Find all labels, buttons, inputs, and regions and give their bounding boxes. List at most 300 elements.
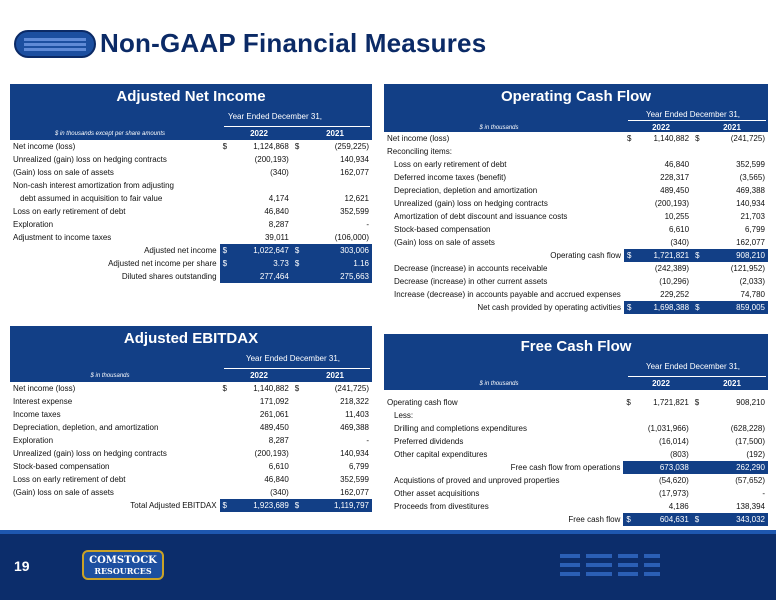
- table-row: [384, 145, 768, 158]
- value-2022: 8,287: [268, 436, 289, 445]
- row-label: Unrealized (gain) loss on hedging contracts: [13, 155, 167, 164]
- table-row: [10, 153, 372, 166]
- row-label: Income taxes: [13, 410, 61, 419]
- free-cash-flow-panel: [384, 334, 768, 526]
- title-bar: [0, 0, 776, 78]
- row-label: Preferred dividends: [394, 437, 464, 446]
- dollar-sign: [692, 184, 702, 197]
- dollar-sign: [292, 447, 302, 460]
- dollar-sign: [220, 473, 230, 486]
- value-2022: (1,031,966): [647, 424, 689, 433]
- dollar-sign: $: [626, 398, 631, 407]
- period-header: Year Ended December 31,: [246, 354, 340, 363]
- table-row: [384, 171, 768, 184]
- dollar-sign: [292, 473, 302, 486]
- row-label: (Gain) loss on sale of assets: [13, 488, 114, 497]
- col-2022: 2022: [250, 129, 268, 138]
- total-row: [384, 301, 768, 314]
- row-label: Free cash flow from operations: [384, 461, 623, 474]
- dollar-sign: [692, 145, 702, 158]
- value-2022: 8,287: [268, 220, 289, 229]
- adjusted-ebitdax-panel: [10, 326, 372, 512]
- dollar-sign: [220, 166, 230, 179]
- value-2021: 343,032: [702, 513, 768, 526]
- table-row: [384, 158, 768, 171]
- value-2021: 138,394: [736, 502, 765, 511]
- col-2022: 2022: [652, 379, 670, 388]
- units-note: $ in thousands: [479, 381, 519, 387]
- value-2022: 229,252: [660, 290, 690, 299]
- row-label: Exploration: [13, 220, 54, 229]
- dollar-sign: [220, 270, 230, 283]
- row-label: Other asset acquisitions: [394, 489, 480, 498]
- value-2022: 10,255: [664, 212, 690, 221]
- table-row: [384, 474, 768, 487]
- dollar-sign: $: [292, 499, 302, 512]
- dollar-sign: [692, 435, 702, 448]
- value-2022: 4,186: [668, 502, 689, 511]
- value-2022: (200,193): [654, 199, 690, 208]
- value-2021: 1.16: [302, 257, 372, 270]
- dollar-sign: [292, 192, 302, 205]
- dollar-sign: [624, 158, 634, 171]
- dollar-sign: [623, 500, 633, 513]
- dollar-sign: [692, 288, 702, 301]
- dollar-sign: $: [692, 513, 702, 526]
- comstock-resources-logo: [82, 550, 164, 580]
- row-label: Loss on early retirement of debt: [13, 475, 126, 484]
- value-2022: 1,022,647: [230, 244, 292, 257]
- period-header: Year Ended December 31,: [646, 110, 740, 119]
- col-2021: 2021: [723, 123, 741, 132]
- dollar-sign: $: [222, 142, 228, 151]
- value-2022: 6,610: [268, 462, 289, 471]
- value-2022: 261,061: [259, 410, 289, 419]
- dollar-sign: $: [694, 398, 700, 407]
- value-2022: (803): [670, 450, 689, 459]
- value-2021: 162,077: [340, 168, 369, 177]
- less-row: [384, 409, 768, 422]
- value-2021: 162,077: [736, 238, 765, 247]
- row-label: Depreciation, depletion and amortization: [394, 186, 538, 195]
- dollar-sign: [292, 153, 302, 166]
- value-2021: 140,934: [340, 155, 369, 164]
- value-2021: 352,599: [340, 475, 369, 484]
- value-2022: (200,193): [254, 449, 289, 458]
- total-row: [384, 513, 768, 526]
- table-row: [10, 395, 372, 408]
- col-2021: 2021: [326, 371, 344, 380]
- dollar-sign: [623, 474, 633, 487]
- units-note: $ in thousands: [479, 125, 519, 131]
- row-label: Stock-based compensation: [394, 225, 491, 234]
- row-label: Loss on early retirement of debt: [394, 160, 507, 169]
- free-cash-flow-table: [384, 396, 768, 526]
- value-2022: 171,092: [259, 397, 289, 406]
- row-label: Net income (loss): [387, 134, 450, 143]
- value-2022: 1,698,388: [634, 301, 692, 314]
- panel-title: Adjusted EBITDAX: [10, 326, 372, 352]
- col-2022: 2022: [652, 123, 670, 132]
- row-label: Increase (decrease) in accounts payable and accrued expenses: [394, 290, 621, 299]
- dollar-sign: [624, 236, 634, 249]
- value-2021: (241,725): [334, 384, 369, 393]
- dollar-sign: [292, 179, 302, 192]
- table-row: [384, 210, 768, 223]
- value-2021: 140,934: [736, 199, 765, 208]
- dollar-sign: [292, 231, 302, 244]
- total-row: [10, 257, 372, 270]
- value-2022: [634, 145, 692, 158]
- adjusted-net-income-panel: [10, 84, 372, 283]
- footer-bar: [0, 530, 776, 600]
- row-label: Total Adjusted EBITDAX: [10, 499, 220, 512]
- value-2021: 1,119,797: [302, 499, 372, 512]
- dollar-sign: [292, 166, 302, 179]
- value-2022: 604,631: [634, 513, 692, 526]
- dollar-sign: [623, 487, 633, 500]
- value-2021: (121,952): [730, 264, 765, 273]
- row-label: Diluted shares outstanding: [10, 270, 220, 283]
- dollar-sign: [692, 158, 702, 171]
- value-2021: 140,934: [340, 449, 369, 458]
- row-label: Less:: [394, 411, 414, 420]
- total-row: [10, 499, 372, 512]
- value-2021: (17,500): [735, 437, 765, 446]
- value-2022: 277,464: [230, 270, 292, 283]
- value-2021: 469,388: [736, 186, 765, 195]
- dollar-sign: [624, 184, 634, 197]
- value-2022: (16,014): [658, 437, 689, 446]
- dollar-sign: [292, 205, 302, 218]
- dollar-sign: [292, 434, 302, 447]
- value-2021: 352,599: [736, 160, 765, 169]
- table-row: [384, 396, 768, 409]
- header-rule: [224, 368, 370, 369]
- dollar-sign: [624, 197, 634, 210]
- row-label: Free cash flow: [384, 513, 623, 526]
- col-2021: 2021: [326, 129, 344, 138]
- operating-cash-flow-panel: [384, 84, 768, 314]
- dollar-sign: [623, 448, 633, 461]
- dollar-sign: [292, 270, 302, 283]
- table-row: [384, 197, 768, 210]
- dollar-sign: $: [695, 134, 700, 143]
- row-label: (Gain) loss on sale of assets: [13, 168, 114, 177]
- subtotal-row: [384, 461, 768, 474]
- dollar-sign: [220, 447, 230, 460]
- value-2021: -: [366, 220, 369, 229]
- table-row: [384, 500, 768, 513]
- value-2021: (628,228): [730, 424, 765, 433]
- dollar-sign: [220, 153, 230, 166]
- value-2021: [302, 179, 372, 192]
- dollar-sign: $: [220, 257, 230, 270]
- row-label: Decrease (increase) in accounts receivable: [394, 264, 548, 273]
- dollar-sign: $: [623, 513, 633, 526]
- table-row: [384, 236, 768, 249]
- value-2021: (57,652): [735, 476, 765, 485]
- dollar-sign: $: [292, 257, 302, 270]
- dollar-sign: [292, 395, 302, 408]
- value-2021: 275,663: [302, 270, 372, 283]
- row-label: Adjusted net income: [10, 244, 220, 257]
- dollar-sign: $: [626, 134, 632, 143]
- value-2021: 6,799: [744, 225, 765, 234]
- column-header: [10, 110, 372, 140]
- dollar-sign: [692, 210, 702, 223]
- value-2021: (2,033): [739, 277, 765, 286]
- dollar-sign: [292, 460, 302, 473]
- dollar-sign: $: [220, 244, 230, 257]
- total-row: [10, 244, 372, 257]
- table-row: [384, 435, 768, 448]
- row-label: Drilling and completions expenditures: [394, 424, 527, 433]
- table-row: [10, 434, 372, 447]
- row-label: Operating cash flow: [384, 249, 624, 262]
- value-2022: 673,038: [623, 461, 691, 474]
- value-2021: 262,290: [692, 461, 768, 474]
- table-row: [10, 421, 372, 434]
- dollar-sign: [692, 171, 702, 184]
- column-header: [10, 352, 372, 382]
- dollar-sign: [624, 288, 634, 301]
- value-2021: 859,005: [703, 301, 768, 314]
- row-label: Proceeds from divestitures: [394, 502, 489, 511]
- value-2021: 352,599: [340, 207, 369, 216]
- dollar-sign: [692, 500, 702, 513]
- value-2022: (10,296): [659, 277, 690, 286]
- value-2021: 12,621: [344, 194, 369, 203]
- table-row: [384, 132, 768, 145]
- value-2021: -: [762, 489, 765, 498]
- decorative-stripes-icon: [560, 552, 660, 578]
- dollar-sign: [624, 145, 634, 158]
- value-2022: [230, 179, 292, 192]
- panel-title: Adjusted Net Income: [10, 84, 372, 110]
- dollar-sign: [220, 395, 230, 408]
- row-label: Unrealized (gain) loss on hedging contracts: [394, 199, 548, 208]
- value-2021: 6,799: [348, 462, 369, 471]
- adjusted-ebitdax-table: [10, 382, 372, 512]
- row-label: Amortization of debt discount and issuance costs: [394, 212, 568, 221]
- value-2022: (200,193): [254, 155, 289, 164]
- table-row: [10, 192, 372, 205]
- table-row: [384, 262, 768, 275]
- adjusted-net-income-table: [10, 140, 372, 283]
- dollar-sign: $: [624, 249, 634, 262]
- value-2022: (340): [270, 168, 289, 177]
- table-row: [10, 205, 372, 218]
- table-row: [10, 473, 372, 486]
- dollar-sign: [220, 192, 230, 205]
- table-row: [10, 460, 372, 473]
- dollar-sign: [220, 434, 230, 447]
- value-2022: 228,317: [660, 173, 690, 182]
- table-row: [384, 422, 768, 435]
- row-label: Unrealized (gain) loss on hedging contracts: [13, 449, 167, 458]
- total-row: [10, 270, 372, 283]
- value-2021: 162,077: [340, 488, 369, 497]
- table-row: [10, 486, 372, 499]
- footer-stripe: [0, 530, 776, 534]
- header-rule: [224, 126, 370, 127]
- table-row: [10, 166, 372, 179]
- dollar-sign: $: [624, 301, 634, 314]
- page-title: Non-GAAP Financial Measures: [100, 28, 487, 58]
- value-2022: (340): [270, 488, 289, 497]
- value-2022: 1,140,882: [253, 384, 289, 393]
- dollar-sign: [624, 210, 634, 223]
- row-label: (Gain) loss on sale of assets: [394, 238, 495, 247]
- value-2022: 1,923,689: [230, 499, 292, 512]
- dollar-sign: $: [294, 384, 300, 393]
- table-row: [384, 275, 768, 288]
- value-2021: 218,322: [340, 397, 369, 406]
- logo-line-2: RESOURCES: [94, 566, 152, 576]
- value-2022: 4,174: [268, 194, 289, 203]
- value-2022: 39,011: [264, 233, 289, 242]
- comstock-logo-icon: [14, 30, 96, 58]
- dollar-sign: $: [692, 301, 702, 314]
- dollar-sign: [623, 422, 633, 435]
- value-2022: 1,721,821: [653, 398, 689, 407]
- value-2021: (241,725): [730, 134, 765, 143]
- table-row: [10, 179, 372, 192]
- row-label: Depreciation, depletion, and amortization: [13, 423, 159, 432]
- column-header: [384, 110, 768, 132]
- dollar-sign: [624, 171, 634, 184]
- value-2021: 303,006: [302, 244, 372, 257]
- dollar-sign: [692, 223, 702, 236]
- dollar-sign: [692, 262, 702, 275]
- value-2022: 1,140,882: [653, 134, 690, 143]
- dollar-sign: [692, 474, 702, 487]
- value-2022: 6,610: [669, 225, 690, 234]
- row-label: Net income (loss): [13, 384, 76, 393]
- value-2022: 1,124,868: [253, 142, 289, 151]
- value-2022: 489,450: [660, 186, 690, 195]
- dollar-sign: [692, 197, 702, 210]
- column-header: [384, 360, 768, 390]
- dollar-sign: [220, 231, 230, 244]
- operating-cash-flow-table: [384, 132, 768, 314]
- row-label: Adjusted net income per share: [10, 257, 220, 270]
- row-label: Adjustment to income taxes: [13, 233, 112, 242]
- table-row: [384, 184, 768, 197]
- value-2022: (340): [670, 238, 690, 247]
- dollar-sign: [292, 408, 302, 421]
- value-2021: (3,565): [739, 173, 765, 182]
- col-2022: 2022: [250, 371, 268, 380]
- page-number: 19: [14, 558, 30, 574]
- table-row: [384, 487, 768, 500]
- dollar-sign: [220, 421, 230, 434]
- row-label: Net cash provided by operating activities: [384, 301, 624, 314]
- table-row: [10, 447, 372, 460]
- value-2021: 908,210: [703, 249, 768, 262]
- row-label: Reconciling items:: [387, 147, 452, 156]
- dollar-sign: [220, 408, 230, 421]
- table-row: [10, 382, 372, 395]
- dollar-sign: [220, 205, 230, 218]
- row-label: Deferred income taxes (benefit): [394, 173, 507, 182]
- value-2021: 74,780: [740, 290, 765, 299]
- value-2022: (242,389): [654, 264, 690, 273]
- dollar-sign: [220, 486, 230, 499]
- header-rule: [628, 376, 766, 377]
- value-2022: 489,450: [259, 423, 289, 432]
- row-label: Loss on early retirement of debt: [13, 207, 126, 216]
- table-row: [10, 140, 372, 153]
- table-row: [10, 231, 372, 244]
- table-row: [10, 408, 372, 421]
- row-label: Acquistions of proved and unproved properties: [394, 476, 560, 485]
- period-header: Year Ended December 31,: [228, 112, 322, 121]
- value-2022: (54,620): [658, 476, 689, 485]
- value-2022: 3.73: [230, 257, 292, 270]
- header-rule: [628, 120, 766, 121]
- table-row: [384, 223, 768, 236]
- value-2021: 11,403: [345, 410, 369, 419]
- value-2021: [703, 145, 768, 158]
- value-2021: (192): [746, 450, 765, 459]
- dollar-sign: $: [220, 499, 230, 512]
- value-2022: 46,840: [264, 207, 289, 216]
- value-2022: 1,721,821: [634, 249, 692, 262]
- row-label: Decrease (increase) in other current assets: [394, 277, 548, 286]
- value-2021: (259,225): [334, 142, 369, 151]
- dollar-sign: [692, 236, 702, 249]
- value-2022: 46,840: [264, 475, 289, 484]
- value-2021: 469,388: [340, 423, 369, 432]
- value-2022: (17,973): [658, 489, 689, 498]
- panel-title: Free Cash Flow: [384, 334, 768, 360]
- value-2022: 46,840: [664, 160, 690, 169]
- row-label: Non-cash interest amortization from adjusting: [13, 181, 174, 190]
- col-2021: 2021: [723, 379, 741, 388]
- row-label: Operating cash flow: [387, 398, 458, 407]
- dollar-sign: [292, 218, 302, 231]
- dollar-sign: [292, 421, 302, 434]
- dollar-sign: [692, 487, 702, 500]
- dollar-sign: [292, 486, 302, 499]
- dollar-sign: $: [692, 249, 702, 262]
- row-label: Interest expense: [13, 397, 73, 406]
- dollar-sign: [624, 262, 634, 275]
- dollar-sign: [220, 179, 230, 192]
- dollar-sign: [692, 448, 702, 461]
- period-header: Year Ended December 31,: [646, 362, 740, 371]
- table-row: [384, 288, 768, 301]
- dollar-sign: [220, 460, 230, 473]
- panel-title: Operating Cash Flow: [384, 84, 768, 110]
- dollar-sign: [624, 275, 634, 288]
- dollar-sign: $: [222, 384, 227, 393]
- dollar-sign: [220, 218, 230, 231]
- value-2021: 908,210: [736, 398, 765, 407]
- logo-line-1: COMSTOCK: [89, 555, 157, 566]
- row-label: Exploration: [13, 436, 54, 445]
- table-row: [384, 448, 768, 461]
- value-2021: (106,000): [334, 233, 369, 242]
- row-label: debt assumed in acquisition to fair value: [20, 194, 163, 203]
- dollar-sign: [623, 435, 633, 448]
- row-label: Stock-based compensation: [13, 462, 110, 471]
- units-note: $ in thousands except per share amounts: [54, 131, 166, 137]
- value-2021: -: [366, 436, 369, 445]
- units-note: $ in thousands: [90, 373, 130, 379]
